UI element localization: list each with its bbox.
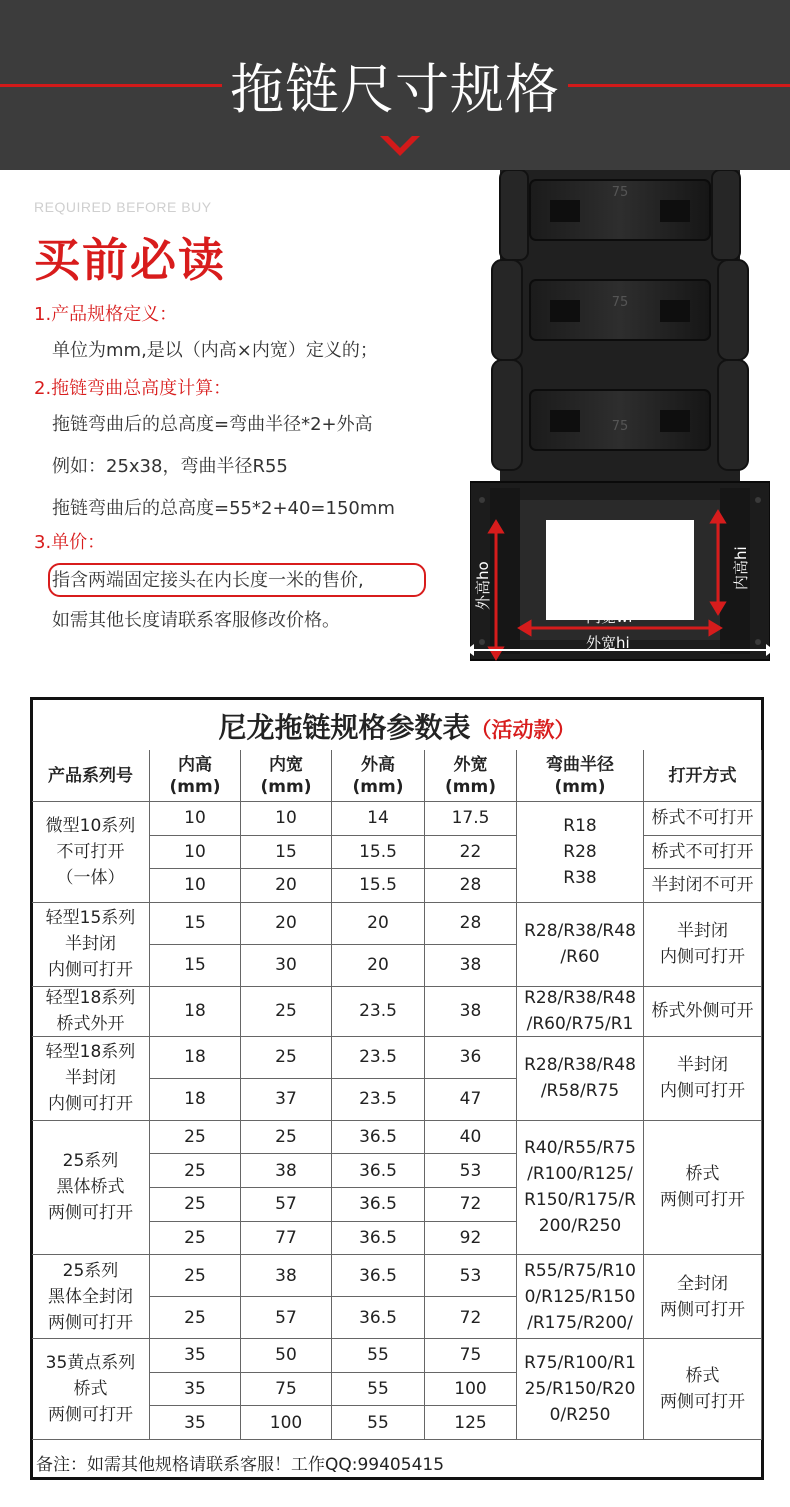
data-cell-text: 10 — [184, 808, 206, 829]
page-title: 拖链尺寸规格 — [230, 58, 560, 121]
bend-radius-cell — [517, 903, 644, 987]
data-cell — [425, 836, 517, 870]
table-note: 备注：如需其他规格请联系客服！工作QQ:99405415 — [36, 1455, 445, 1475]
series-cell-text: 轻型15系列 半封闭 内侧可打开 — [45, 908, 136, 981]
series-cell-text: 25系列 黑体桥式 两侧可打开 — [48, 1151, 133, 1224]
chevron-down-icon — [380, 132, 420, 156]
series-cell — [32, 802, 150, 903]
data-cell — [425, 903, 517, 945]
bend-radius-cell — [517, 1037, 644, 1121]
data-cell — [150, 869, 241, 903]
data-cell-text: 38 — [459, 1001, 482, 1022]
data-cell — [425, 802, 517, 836]
header-inner-width-text: 内宽 (mm) — [260, 754, 312, 797]
data-cell-text: 57 — [275, 1194, 297, 1215]
header-inner-width — [241, 750, 332, 802]
data-cell — [332, 1079, 425, 1121]
bend-radius-cell — [517, 802, 644, 903]
data-cell — [332, 1121, 425, 1155]
data-cell-text: 25 — [275, 1001, 297, 1022]
data-cell-text: 36.5 — [359, 1160, 397, 1181]
data-cell-text: 36 — [459, 1047, 482, 1068]
data-cell — [241, 836, 332, 870]
open-method-cell-text: 桥式不可打开 — [651, 841, 754, 862]
data-cell — [332, 1339, 425, 1373]
data-cell — [150, 1154, 241, 1188]
data-cell — [150, 1222, 241, 1256]
data-cell — [332, 1154, 425, 1188]
open-method-cell-text: 半封闭不可开 — [651, 875, 754, 896]
open-method-cell — [644, 1255, 762, 1339]
data-cell — [332, 869, 425, 903]
section-heading: 买前必读 — [34, 233, 226, 287]
bend-radius-cell-text: R18 R28 R38 — [563, 815, 597, 888]
series-cell — [32, 1037, 150, 1121]
bend-height-formula: 拖链弯曲后的总高度=弯曲半径*2+外高 — [52, 414, 373, 435]
series-cell — [32, 1255, 150, 1339]
series-cell-text: 35黄点系列 桥式 两侧可打开 — [45, 1353, 136, 1426]
data-cell-text: 36.5 — [359, 1307, 397, 1328]
data-cell — [332, 802, 425, 836]
open-method-cell — [644, 1037, 762, 1121]
table-title-text: 尼龙拖链规格参数表 — [218, 711, 471, 744]
data-cell-text: 20 — [275, 875, 297, 896]
data-cell-text: 55 — [367, 1345, 389, 1366]
data-cell-text: 55 — [367, 1412, 389, 1433]
chain-label-75: 75 — [611, 185, 629, 200]
data-cell-text: 10 — [184, 841, 206, 862]
data-cell — [425, 1222, 517, 1256]
bend-radius-cell — [517, 1339, 644, 1440]
data-cell — [150, 903, 241, 945]
data-cell-text: 47 — [459, 1089, 482, 1110]
series-cell-text: 轻型18系列 半封闭 内侧可打开 — [45, 1042, 136, 1115]
data-cell-text: 20 — [367, 913, 389, 934]
bend-height-title: 2.拖链弯曲总高度计算： — [34, 378, 232, 399]
data-cell — [150, 802, 241, 836]
data-cell-text: 25 — [275, 1127, 297, 1148]
data-cell-text: 53 — [459, 1265, 482, 1286]
data-cell-text: 53 — [459, 1160, 482, 1181]
data-cell-text: 100 — [454, 1379, 487, 1400]
data-cell-text: 15.5 — [359, 841, 397, 862]
data-cell-text: 38 — [459, 955, 482, 976]
data-cell — [241, 1406, 332, 1440]
data-cell — [241, 1373, 332, 1407]
data-cell — [150, 1339, 241, 1373]
data-cell — [425, 1154, 517, 1188]
outer-width-label: 外宽hi — [586, 634, 630, 652]
open-method-cell-text: 桥式外侧可开 — [651, 1001, 754, 1022]
bend-radius-cell-text: R28/R38/R48 /R60 — [524, 921, 636, 968]
data-cell-text: 20 — [367, 955, 389, 976]
data-cell — [425, 1406, 517, 1440]
header-open-method-text: 打开方式 — [668, 765, 737, 786]
data-cell — [241, 1121, 332, 1155]
open-method-cell-text: 半封闭 内侧可打开 — [660, 1055, 745, 1102]
bend-radius-cell — [517, 1255, 644, 1339]
data-cell — [150, 1037, 241, 1079]
unit-price-text: 指含两端固定接头在内长度一米的售价, — [52, 570, 364, 591]
data-cell-text: 25 — [184, 1227, 206, 1248]
series-cell — [32, 1121, 150, 1255]
series-cell — [32, 1339, 150, 1440]
series-cell — [32, 987, 150, 1037]
data-cell — [425, 1297, 517, 1339]
header-open-method — [644, 750, 762, 802]
data-cell-text: 22 — [459, 841, 482, 862]
data-cell — [425, 1188, 517, 1222]
header-outer-height — [332, 750, 425, 802]
data-cell-text: 23.5 — [359, 1047, 397, 1068]
header-outer-width — [425, 750, 517, 802]
inner-height-label: 内高hi — [732, 546, 750, 590]
data-cell-text: 10 — [184, 875, 206, 896]
series-cell-text: 微型10系列 不可打开 （一体） — [45, 815, 136, 888]
data-cell — [425, 1037, 517, 1079]
data-cell-text: 35 — [184, 1412, 206, 1433]
data-cell-text: 92 — [459, 1227, 482, 1248]
data-cell-text: 125 — [454, 1412, 487, 1433]
data-cell-text: 15.5 — [359, 875, 397, 896]
data-cell-text: 15 — [184, 913, 206, 934]
data-cell-text: 37 — [275, 1089, 297, 1110]
data-cell — [241, 1188, 332, 1222]
outer-height-label: 外高ho — [474, 561, 492, 610]
data-cell — [332, 903, 425, 945]
bend-height-result: 拖链弯曲后的总高度=55*2+40=150mm — [52, 498, 395, 519]
open-method-cell — [644, 987, 762, 1037]
open-method-cell-text: 桥式不可打开 — [651, 808, 754, 829]
bend-radius-cell-text: R28/R38/R48 /R60/R75/R1 — [524, 988, 636, 1035]
data-cell — [241, 1079, 332, 1121]
data-cell — [150, 836, 241, 870]
data-cell-text: 18 — [184, 1001, 206, 1022]
data-cell — [425, 1121, 517, 1155]
bend-height-example: 例如：25x38，弯曲半径R55 — [52, 456, 288, 477]
data-cell-text: 17.5 — [451, 808, 490, 829]
data-cell-text: 100 — [269, 1412, 303, 1433]
chain-label-75: 75 — [611, 419, 629, 434]
data-cell-text: 36.5 — [359, 1194, 397, 1215]
data-cell-text: 23.5 — [359, 1001, 397, 1022]
header-series — [32, 750, 150, 802]
data-cell — [332, 1255, 425, 1297]
data-cell-text: 36.5 — [359, 1265, 397, 1286]
data-cell — [241, 1222, 332, 1256]
data-cell — [332, 1406, 425, 1440]
data-cell — [150, 1188, 241, 1222]
data-cell — [332, 945, 425, 987]
open-method-cell — [644, 903, 762, 987]
header-series-text: 产品系列号 — [48, 765, 133, 786]
data-cell-text: 10 — [275, 808, 297, 829]
open-method-cell — [644, 1121, 762, 1255]
data-cell — [332, 1188, 425, 1222]
data-cell — [241, 869, 332, 903]
data-cell — [332, 1222, 425, 1256]
data-cell-text: 25 — [275, 1047, 297, 1068]
header-outer-width-text: 外宽 (mm) — [445, 754, 496, 797]
spec-definition-title: 1.产品规格定义： — [34, 304, 178, 325]
drag-chain-diagram — [470, 170, 770, 670]
data-cell — [332, 836, 425, 870]
data-cell-text: 25 — [184, 1160, 206, 1181]
data-cell — [332, 1373, 425, 1407]
table-title — [30, 706, 764, 746]
open-method-cell — [644, 802, 762, 836]
header-inner-height — [150, 750, 241, 802]
bend-radius-cell-text: R75/R100/R1 25/R150/R20 0/R250 — [524, 1353, 636, 1426]
unit-price-title: 3.单价： — [34, 532, 106, 553]
data-cell — [241, 1037, 332, 1079]
data-cell — [241, 1297, 332, 1339]
data-cell-text: 25 — [184, 1127, 206, 1148]
inner-width-label: 内宽wi — [586, 608, 633, 626]
data-cell — [150, 987, 241, 1037]
data-cell — [425, 1373, 517, 1407]
bend-radius-cell — [517, 987, 644, 1037]
data-cell — [425, 1079, 517, 1121]
data-cell — [241, 1154, 332, 1188]
bend-radius-cell-text: R55/R75/R10 0/R125/R150 /R175/R200/ — [524, 1260, 636, 1333]
header-bend-radius-text: 弯曲半径 (mm) — [546, 754, 614, 797]
series-cell-text: 轻型18系列 桥式外开 — [45, 988, 136, 1035]
data-cell — [241, 987, 332, 1037]
data-cell — [425, 869, 517, 903]
open-method-cell — [644, 836, 762, 870]
data-cell-text: 35 — [184, 1345, 206, 1366]
data-cell-text: 40 — [459, 1127, 482, 1148]
data-cell-text: 75 — [459, 1345, 482, 1366]
data-cell — [425, 945, 517, 987]
data-cell — [241, 1339, 332, 1373]
bend-radius-cell-text: R28/R38/R48 /R58/R75 — [524, 1055, 636, 1102]
open-method-cell-text: 半封闭 内侧可打开 — [660, 921, 745, 968]
data-cell — [425, 987, 517, 1037]
header-outer-height-text: 外高 (mm) — [352, 754, 404, 797]
data-cell-text: 28 — [459, 875, 482, 896]
data-cell-text: 15 — [275, 841, 297, 862]
header-inner-height-text: 内高 (mm) — [169, 754, 221, 797]
data-cell — [150, 945, 241, 987]
data-cell-text: 72 — [459, 1194, 482, 1215]
data-cell-text: 18 — [184, 1089, 206, 1110]
bend-radius-cell — [517, 1121, 644, 1255]
data-cell — [150, 1297, 241, 1339]
data-cell-text: 38 — [275, 1265, 297, 1286]
data-cell — [332, 1297, 425, 1339]
data-cell — [241, 903, 332, 945]
data-cell-text: 25 — [184, 1194, 206, 1215]
data-cell-text: 50 — [275, 1345, 297, 1366]
data-cell-text: 38 — [275, 1160, 297, 1181]
open-method-cell — [644, 869, 762, 903]
data-cell-text: 55 — [367, 1379, 389, 1400]
spec-definition-text: 单位为mm,是以（内高×内宽）定义的； — [52, 340, 378, 361]
data-cell-text: 35 — [184, 1379, 206, 1400]
data-cell-text: 28 — [459, 913, 482, 934]
series-cell-text: 25系列 黑体全封闭 两侧可打开 — [48, 1260, 133, 1333]
chain-label-75: 75 — [611, 295, 629, 310]
unit-price-note: 如需其他长度请联系客服修改价格。 — [52, 610, 340, 631]
data-cell — [241, 945, 332, 987]
data-cell — [150, 1255, 241, 1297]
data-cell — [150, 1079, 241, 1121]
data-cell-text: 15 — [184, 955, 206, 976]
data-cell-text: 18 — [184, 1047, 206, 1068]
open-method-cell-text: 全封闭 两侧可打开 — [660, 1273, 745, 1320]
header-bend-radius — [517, 750, 644, 802]
data-cell-text: 36.5 — [359, 1227, 397, 1248]
data-cell-text: 23.5 — [359, 1089, 397, 1110]
data-cell — [150, 1121, 241, 1155]
data-cell — [425, 1255, 517, 1297]
data-cell-text: 75 — [275, 1379, 297, 1400]
eyebrow-text: REQUIRED BEFORE BUY — [34, 199, 212, 215]
data-cell-text: 36.5 — [359, 1127, 397, 1148]
series-cell — [32, 903, 150, 987]
data-cell-text: 14 — [367, 808, 389, 829]
bend-radius-cell-text: R40/R55/R75 /R100/R125/ R150/R175/R 200/R250 — [524, 1138, 636, 1237]
data-cell-text: 25 — [184, 1307, 206, 1328]
open-method-cell-text: 桥式 两侧可打开 — [660, 1366, 745, 1413]
data-cell-text: 20 — [275, 913, 297, 934]
data-cell — [150, 1373, 241, 1407]
data-cell — [241, 1255, 332, 1297]
open-method-cell-text: 桥式 两侧可打开 — [660, 1164, 745, 1211]
data-cell — [332, 987, 425, 1037]
data-cell-text: 72 — [459, 1307, 482, 1328]
data-cell — [332, 1037, 425, 1079]
data-cell-text: 57 — [275, 1307, 297, 1328]
open-method-cell — [644, 1339, 762, 1440]
data-cell — [241, 802, 332, 836]
data-cell — [425, 1339, 517, 1373]
data-cell-text: 25 — [184, 1265, 206, 1286]
data-cell — [150, 1406, 241, 1440]
data-cell-text: 77 — [275, 1227, 297, 1248]
table-subtitle: （活动款） — [470, 718, 576, 742]
data-cell-text: 30 — [275, 955, 297, 976]
